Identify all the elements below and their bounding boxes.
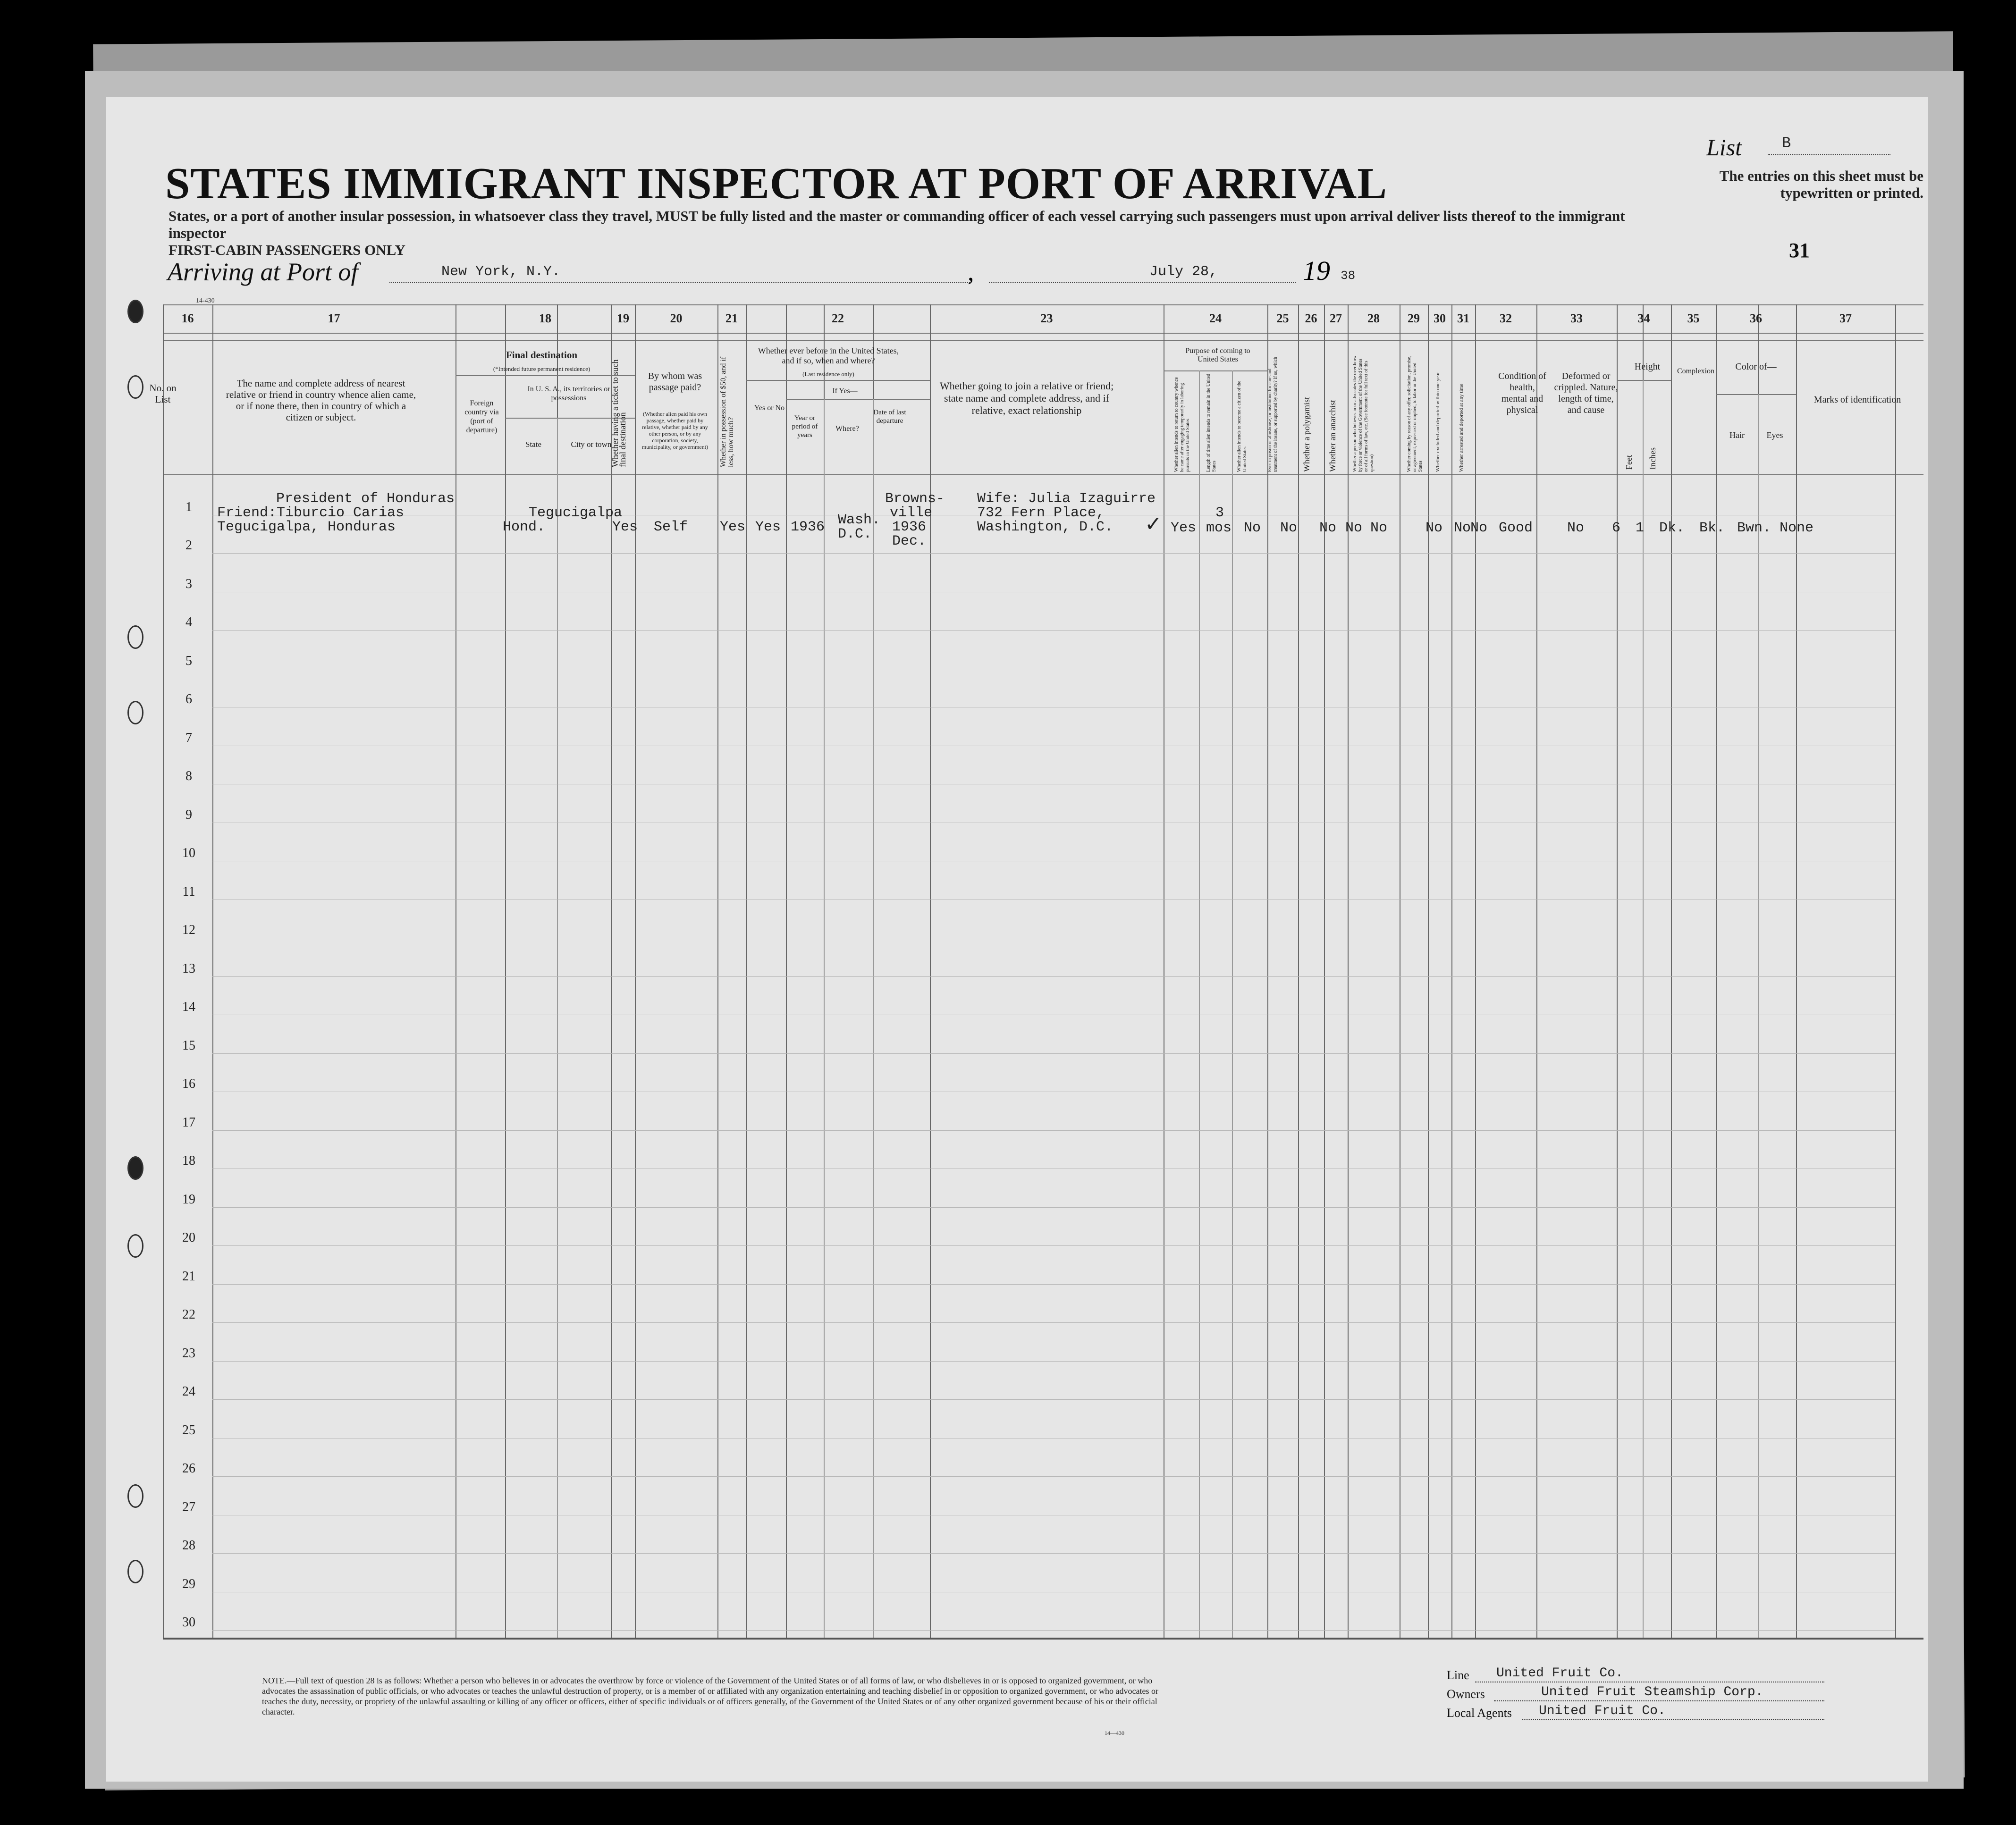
hair-value: Bk. (1699, 520, 1725, 536)
row-number: 4 (186, 615, 192, 630)
binder-hole (127, 1234, 143, 1258)
table-top-rule (163, 304, 1923, 305)
row-number: 6 (186, 692, 192, 706)
foreign-country-value: Hond. (503, 519, 546, 535)
row-number: 22 (182, 1307, 195, 1322)
row-rule (212, 1245, 1895, 1246)
deformed-value: No (1567, 520, 1585, 536)
binder-hole (127, 701, 143, 724)
health-value: Good (1499, 520, 1533, 536)
where-line-2: D.C. (838, 526, 872, 542)
binder-hole (127, 375, 143, 399)
column-number: 26 (1305, 311, 1317, 325)
subcolumn-rule (824, 399, 825, 1638)
column-number-rule-2 (163, 340, 1923, 341)
binder-hole (127, 1484, 143, 1508)
marks-value: None (1780, 520, 1814, 536)
header-health: Condition of health, mental and physical (1498, 371, 1546, 415)
owners-label: Owners (1447, 1687, 1485, 1701)
has-50-value: Yes (720, 519, 746, 535)
column-number: 20 (670, 311, 683, 325)
check-mark: ✓ (1145, 513, 1162, 536)
row-rule (212, 1322, 1895, 1323)
row-number: 9 (186, 807, 192, 822)
header-overthrow: Whether a person who believes in or advocates the overthrow by force or violence of the Government of the United States or of all forms of law, etc. (See footnote for full text of this question) (1352, 355, 1375, 472)
column-number: 33 (1570, 311, 1583, 325)
row-number: 17 (182, 1115, 195, 1130)
row-number: 21 (182, 1269, 195, 1284)
agents-label: Local Agents (1447, 1706, 1512, 1720)
column-number: 18 (539, 311, 551, 325)
port-fill-line (389, 282, 970, 283)
line-label: Line (1447, 1668, 1469, 1682)
passage-paid-value: Self (654, 519, 688, 535)
row-rule (212, 1553, 1895, 1554)
header-passage-paid: By whom was passage paid? (648, 371, 702, 393)
header-no-on-list: No. on List (149, 382, 177, 405)
row-number: 26 (182, 1461, 195, 1476)
row-rule (212, 1053, 1895, 1054)
row-number: 19 (182, 1192, 195, 1207)
ticket-value: Yes (612, 519, 638, 535)
header-hair: Hair (1729, 430, 1745, 440)
stay-length-line-2: mos (1206, 520, 1232, 536)
row-number: 14 (182, 1000, 195, 1014)
row-number: 24 (182, 1384, 195, 1399)
binder-hole (127, 1560, 143, 1583)
subcolumn-rule (557, 418, 558, 1638)
header-purpose-citizen: Whether alien intends to become a citizen of the United States (1237, 380, 1248, 472)
row-rule (212, 1361, 1895, 1362)
row-rule (212, 553, 1895, 554)
row-number: 7 (186, 730, 192, 745)
subcolumn-rule (1199, 370, 1200, 1638)
header-color-of: Color of— (1735, 362, 1777, 372)
feet-value: 6 (1612, 520, 1621, 536)
binder-hole (127, 300, 143, 323)
subheader-rule (1716, 394, 1796, 395)
binder-hole (127, 625, 143, 649)
excluded-value: No (1454, 520, 1471, 536)
header-purpose-length: Length of time alien intends to remain in the United States (1206, 373, 1217, 472)
column-number: 25 (1276, 311, 1289, 325)
prison-value: No (1280, 520, 1298, 536)
subheader-rule (1617, 380, 1671, 381)
where-line-1: Wash. (838, 512, 881, 528)
sheet-number: 31 (1789, 239, 1810, 262)
anarchist-value: No (1345, 520, 1363, 536)
header-anarchist: Whether an anarchist (1328, 400, 1337, 472)
row-number: 3 (186, 576, 192, 591)
header-date-departure: Date of last departure (873, 409, 906, 425)
subtitle-instructions: States, or a port of another insular possession, in whatsoever class they travel, MUST be fully listed and the master or commanding officer of each vessel carrying such passengers must upon arrival deliver lists thereof to the immigrant inspector (169, 208, 1625, 241)
joining-line-3: Washington, D.C. (977, 519, 1113, 535)
header-eyes: Eyes (1766, 430, 1783, 440)
row-number: 16 (182, 1076, 195, 1091)
header-purpose: Purpose of coming to United States (1185, 347, 1250, 363)
row-number: 2 (186, 538, 192, 553)
date-value: July 28, (1149, 264, 1218, 280)
header-final-destination-sub: (*Intended future permanent residence) (493, 365, 590, 372)
subtitle-class: FIRST-CABIN PASSENGERS ONLY (169, 242, 405, 258)
column-number: 27 (1330, 311, 1342, 325)
row-number: 29 (182, 1576, 195, 1591)
row-number: 1 (186, 499, 192, 514)
row-number: 15 (182, 1038, 195, 1053)
column-number: 31 (1457, 311, 1469, 325)
return-intent-value: Yes (1171, 520, 1197, 536)
row-rule (212, 1284, 1895, 1285)
form-number-bottom: 14—430 (1105, 1730, 1124, 1736)
owners-fill (1494, 1700, 1824, 1701)
state-city-value: Tegucigalpa (529, 505, 623, 521)
joining-line-2: 732 Fern Place, (977, 505, 1105, 521)
overthrow-value: No (1370, 520, 1388, 536)
row-number: 27 (182, 1499, 195, 1514)
header-deported: Whether arrested and deported at any time (1459, 384, 1464, 472)
stay-length-line-1: 3 (1215, 505, 1224, 521)
line-value: United Fruit Co. (1496, 1666, 1623, 1681)
column-number: 19 (617, 311, 629, 325)
form-number-top: 14-430 (196, 297, 215, 304)
column-rule (163, 304, 164, 1638)
departure-line-1: Browns- (885, 491, 945, 507)
column-number: 24 (1209, 311, 1222, 325)
departure-line-3: 1936 (892, 519, 927, 535)
subcolumn-rule (1232, 370, 1233, 1638)
column-number: 37 (1839, 311, 1852, 325)
row-rule (212, 1476, 1895, 1477)
header-ticket: Whether having a ticket to such final destination (610, 359, 627, 467)
header-city: City or town (571, 440, 612, 449)
table-bottom-rule (163, 1638, 1923, 1640)
header-inches: Inches (1648, 447, 1657, 470)
header-in-usa: In U. S. A., its territories or possessions (527, 385, 610, 402)
row-number: 12 (182, 923, 195, 937)
header-year: Year or period of years (792, 414, 818, 439)
arriving-label: Arriving at Port of (168, 258, 358, 286)
row-number: 18 (182, 1153, 195, 1168)
subcolumn-rule (873, 399, 874, 1638)
year-suffix: 38 (1341, 269, 1356, 283)
column-rule (1895, 304, 1896, 1638)
relative-line-3: Tegucigalpa, Honduras (217, 519, 396, 535)
column-number: 34 (1637, 311, 1650, 325)
header-labor-offer: Whether coming by reason of any offer, solicitation, promise, or agreement, expressed or implied, to labor in the United States (1407, 355, 1423, 472)
departure-line-4: Dec. (892, 533, 927, 549)
list-value: B (1782, 135, 1791, 152)
complexion-value: Dk. (1659, 520, 1685, 536)
departure-line-2: ville (890, 505, 933, 521)
question-28-note: NOTE.—Full text of question 28 is as follows: Whether a person who believes in or advocates the overthrow by force or violence of the Government of the United States or of all forms of law, or who disbelieves in or is opposed to organized government, or who advocates the assassination of public officials, or who advocates or teaches the unlawful destruction of property, or is a member of or affiliated with any organization entertaining and teaching disbelief in or opposition to organized government, or who advocates or teaches the duty, necessity, or propriety of the unlawful assaulting or killing of any officer or officers, either of specific individuals or of officers generally, of the Government of the United States or of any other organized government because of his or their official character. (262, 1676, 1158, 1716)
eyes-value: Bwn. (1737, 520, 1771, 536)
relative-line-2: Friend:Tiburcio Carias (217, 505, 405, 521)
agents-value: United Fruit Co. (1539, 1704, 1666, 1718)
page-title: STATES IMMIGRANT INSPECTOR AT PORT OF ARRIVAL (165, 159, 1387, 208)
row-rule (212, 976, 1895, 977)
column-number-rule (163, 333, 1923, 334)
year-value: 1936 (791, 519, 825, 535)
typewritten-note: The entries on this sheet must be typewritten or printed. (1719, 168, 1923, 201)
header-joining-relative: Whether going to join a relative or friend; state name and complete address, and if relative, exact relationship (939, 380, 1114, 416)
list-fill-line (1768, 154, 1890, 155)
subheader-rule (746, 380, 930, 381)
row-rule (212, 630, 1895, 631)
owners-value: United Fruit Steamship Corp. (1541, 1685, 1763, 1699)
inches-value: 1 (1636, 520, 1645, 536)
header-prison: Ever in prison or almshouse, or institution for care and treatment of the insane, or supported by charity? If so, which (1267, 357, 1278, 472)
agents-fill (1522, 1719, 1824, 1720)
row-number: 28 (182, 1538, 195, 1553)
header-excluded: Whether excluded and deported within one year (1435, 372, 1441, 472)
row-rule (212, 1207, 1895, 1208)
column-number: 17 (328, 311, 340, 325)
header-final-destination: Final destination (506, 349, 578, 361)
binder-hole (127, 1156, 143, 1180)
header-passage-paid-sub: (Whether alien paid his own passage, whether paid by relative, whether paid by any other person, or by any corporation, society, municipality, or government) (641, 411, 709, 450)
header-feet: Feet (1624, 455, 1634, 470)
subcolumn-rule (1758, 394, 1759, 1638)
column-number: 16 (181, 311, 194, 325)
column-number: 35 (1687, 311, 1700, 325)
subheader-rule (455, 375, 635, 376)
header-before-in-us-sub: (Last residence only) (802, 370, 854, 378)
row-rule (212, 1399, 1895, 1400)
subheader-rule (1164, 370, 1267, 371)
relative-line-1: President of Honduras (276, 491, 455, 507)
header-height: Height (1634, 362, 1661, 372)
column-number: 32 (1500, 311, 1512, 325)
list-label: List (1706, 134, 1742, 160)
column-number: 29 (1408, 311, 1420, 325)
row-number: 11 (182, 884, 195, 899)
header-yes-no: Yes or No (754, 404, 785, 412)
header-bottom-rule (163, 474, 1923, 475)
column-number: 23 (1040, 311, 1053, 325)
row-number: 10 (182, 846, 195, 860)
header-before-in-us: Whether ever before in the United States, and if so, when and where? (758, 346, 899, 365)
date-fill-line (989, 282, 1296, 283)
row-number: 23 (182, 1346, 195, 1361)
header-where: Where? (835, 425, 859, 433)
page-subtitle (169, 208, 1679, 259)
polygamist-value: No (1319, 520, 1337, 536)
header-purpose-return: Whether alien intends to return to country whence he came after engaging temporarily in laboring pursuits in the United States (1174, 377, 1190, 472)
subheader-rule (786, 399, 930, 400)
header-foreign-country: Foreign country via (port of departure) (464, 399, 499, 434)
comma: , (968, 258, 974, 286)
row-number: 8 (186, 769, 192, 783)
row-number: 13 (182, 961, 195, 976)
header-deformed: Deformed or crippled. Nature, length of time, and cause (1554, 371, 1618, 415)
column-number: 22 (832, 311, 844, 325)
row-number: 25 (182, 1422, 195, 1438)
header-has-50: Whether in possession of $50, and if less, how much? (719, 356, 735, 467)
manifest-sheet (106, 97, 1928, 1782)
header-complexion: Complexion (1677, 367, 1715, 375)
row-rule (212, 1630, 1895, 1631)
subcolumn-rule (1643, 380, 1644, 1638)
header-state: State (525, 440, 541, 449)
joining-line-1: Wife: Julia Izaguirre (977, 491, 1156, 507)
port-value: New York, N.Y. (441, 264, 561, 280)
labor-offer-value: No (1426, 520, 1443, 536)
citizen-intent-value: No (1244, 520, 1261, 536)
row-rule (212, 1130, 1895, 1131)
header-if-yes: If Yes— (832, 387, 858, 395)
deported-value: No (1470, 520, 1488, 536)
header-nearest-relative: The name and complete address of nearest relative or friend in country whence alien came, or if none there, then in country of which a citizen or subject. (226, 378, 416, 423)
column-number: 28 (1367, 311, 1380, 325)
before-in-us-value: Yes (755, 519, 781, 535)
row-number: 20 (182, 1230, 195, 1245)
column-number: 21 (725, 311, 738, 325)
year-prefix: 19 (1303, 255, 1330, 286)
header-marks: Marks of identification (1814, 395, 1901, 405)
column-number: 36 (1750, 311, 1762, 325)
header-polygamist: Whether a polygamist (1302, 397, 1311, 472)
column-number: 30 (1434, 311, 1446, 325)
row-number: 5 (186, 653, 192, 668)
row-number: 30 (182, 1615, 195, 1630)
